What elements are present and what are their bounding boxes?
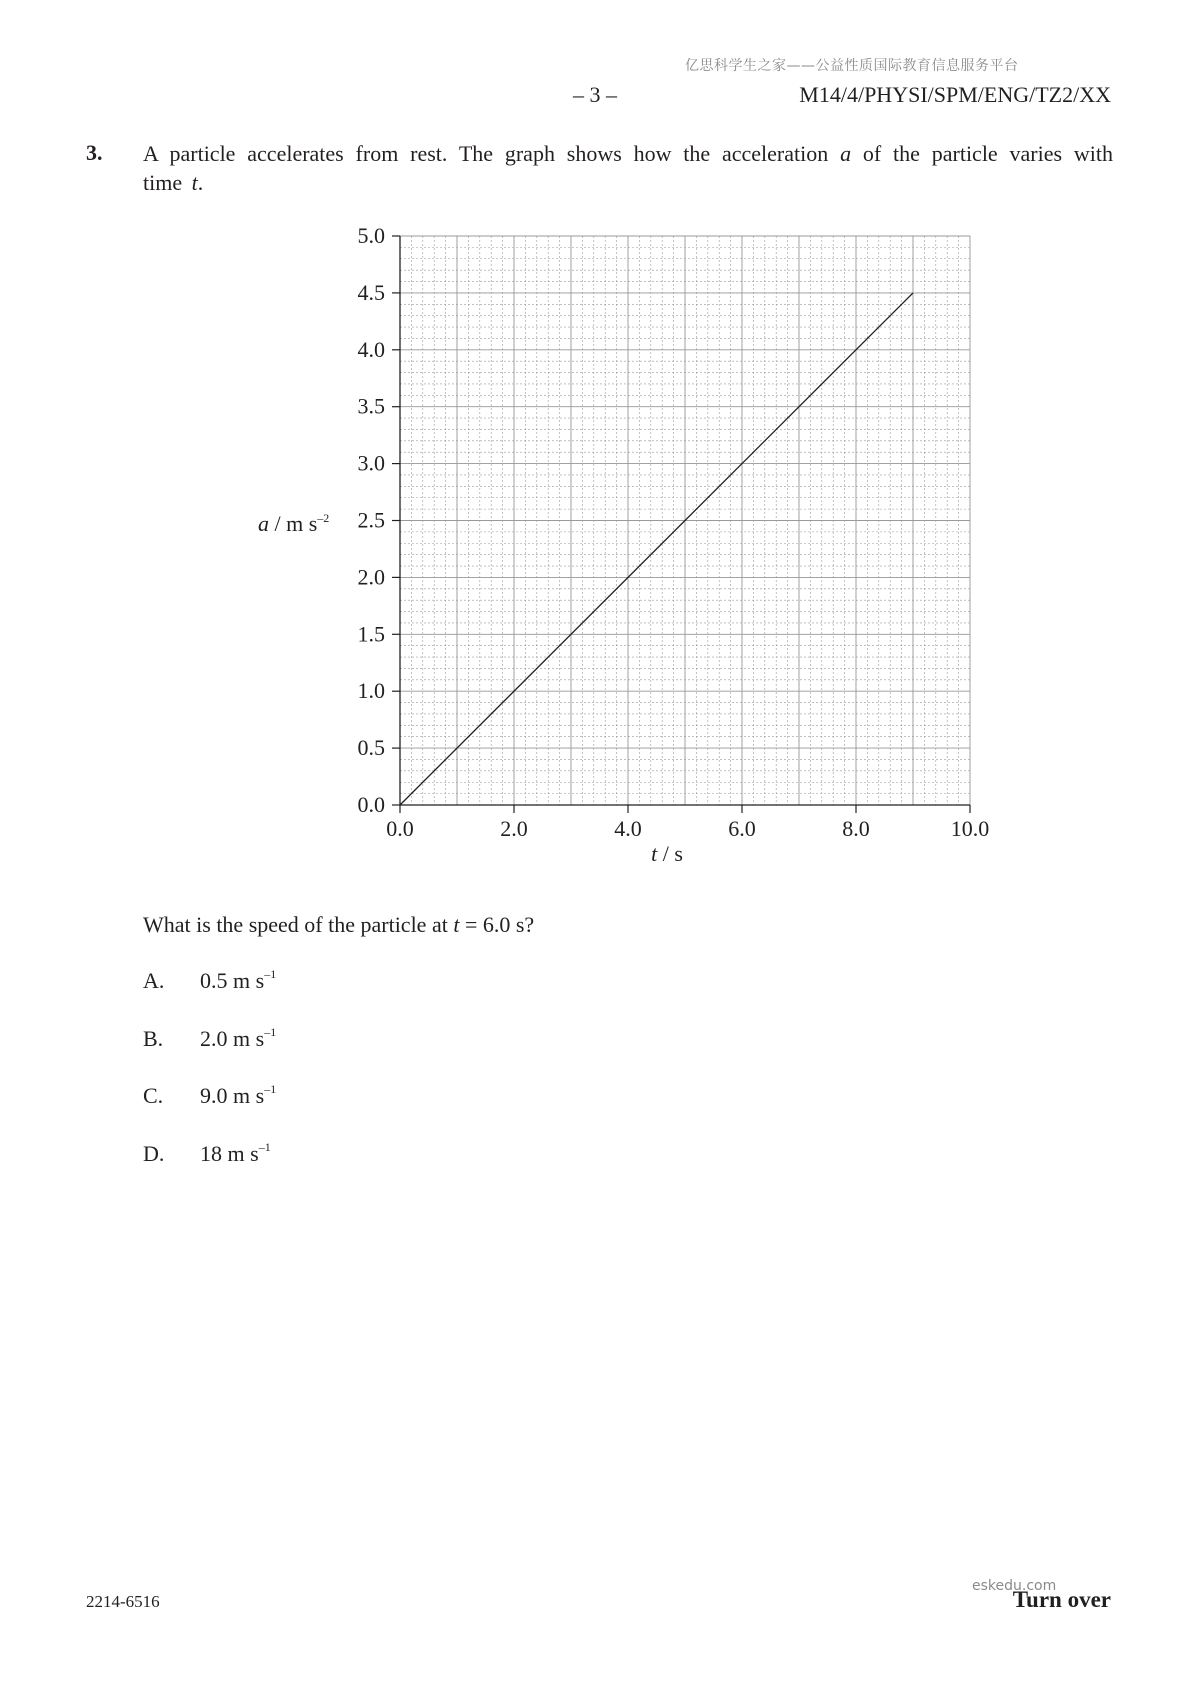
y-tick-label: 2.0 bbox=[357, 564, 385, 590]
intro-text-2: of the particle varies with time bbox=[143, 141, 1113, 195]
x-tick-label: 8.0 bbox=[842, 816, 870, 841]
option-exponent: –1 bbox=[264, 1081, 277, 1096]
intro-var-t: t bbox=[191, 170, 198, 195]
series bbox=[400, 293, 913, 805]
page-number: – 3 – bbox=[573, 82, 617, 107]
y-tick-label: 4.0 bbox=[357, 336, 385, 362]
option-letter: B. bbox=[143, 1026, 164, 1051]
y-tick-label: 4.5 bbox=[357, 279, 385, 305]
option-value: 2.0 m s bbox=[200, 1026, 265, 1051]
x-tick-label: 10.0 bbox=[950, 816, 990, 841]
watermark-header: 亿思科学生之家——公益性质国际教育信息服务平台 bbox=[685, 58, 1019, 74]
y-tick-label: 1.0 bbox=[357, 678, 385, 704]
option-letter: D. bbox=[143, 1141, 165, 1166]
question-prompt bbox=[143, 912, 534, 938]
y-tick-label: 3.5 bbox=[357, 393, 385, 419]
option-exponent: –1 bbox=[264, 966, 277, 981]
intro-text-end: . bbox=[197, 170, 204, 195]
y-tick-label: 1.5 bbox=[357, 621, 385, 647]
y-tick-label: 0.5 bbox=[357, 735, 385, 761]
x-tick-label: 4.0 bbox=[614, 816, 642, 841]
option-letter: A. bbox=[143, 968, 165, 993]
option-exponent: –1 bbox=[264, 1024, 277, 1039]
option-value: 9.0 m s bbox=[200, 1083, 265, 1108]
intro-text-1: A particle accelerates from rest. The graph shows how the acceleration bbox=[143, 141, 841, 166]
x-axis-label: t / s bbox=[651, 841, 683, 866]
option-value: 0.5 m s bbox=[200, 968, 265, 993]
option-a[interactable] bbox=[143, 968, 276, 994]
y-tick-label: 5.0 bbox=[357, 223, 385, 248]
y-axis-label: a / m $s^{-2}$ bbox=[258, 511, 330, 536]
option-value: 18 m s bbox=[200, 1141, 259, 1166]
watermark-footer: eskedu.com bbox=[972, 1578, 1057, 1594]
y-tick-label: 2.5 bbox=[357, 507, 385, 533]
footer-code: 2214-6516 bbox=[86, 1592, 160, 1611]
prompt-var-t: t bbox=[453, 912, 460, 937]
prompt-text-2: = 6.0 s? bbox=[459, 912, 535, 937]
prompt-text-1: What is the speed of the particle at bbox=[143, 912, 454, 937]
x-tick-label: 6.0 bbox=[728, 816, 756, 841]
intro-var-a: a bbox=[840, 141, 852, 166]
option-b[interactable] bbox=[143, 1026, 276, 1052]
y-tick-label: 0.0 bbox=[357, 792, 385, 817]
option-c[interactable] bbox=[143, 1083, 276, 1109]
turn-over: Turn over bbox=[1012, 1587, 1111, 1612]
x-tick-label: 0.0 bbox=[386, 816, 414, 841]
question-number: 3. bbox=[86, 140, 103, 165]
option-d[interactable] bbox=[143, 1141, 271, 1167]
option-exponent: –1 bbox=[258, 1139, 271, 1154]
y-tick-label: 3.0 bbox=[357, 450, 385, 476]
paper-code: M14/4/PHYSI/SPM/ENG/TZ2/XX bbox=[799, 82, 1111, 107]
x-tick-label: 2.0 bbox=[500, 816, 528, 841]
acceleration-line bbox=[400, 293, 913, 805]
option-letter: C. bbox=[143, 1083, 164, 1108]
